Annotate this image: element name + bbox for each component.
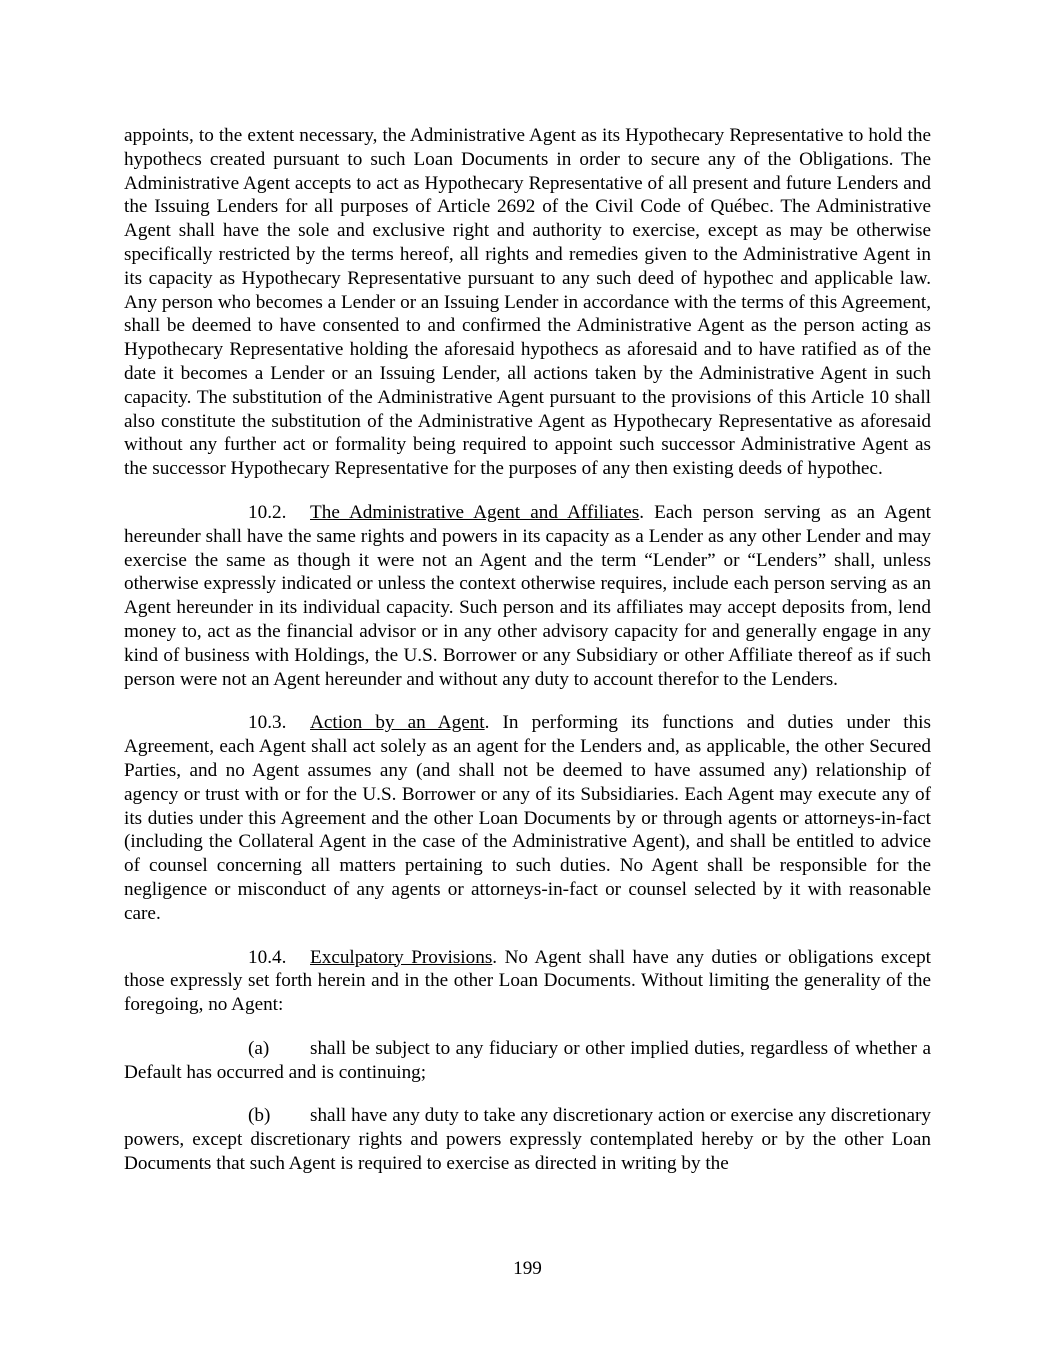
section-heading: Action by an Agent xyxy=(310,712,485,734)
section-number: 10.3. xyxy=(248,712,287,734)
clause-b xyxy=(124,1104,931,1175)
section-10-2 xyxy=(124,501,931,691)
section-number: 10.2. xyxy=(248,501,287,523)
section-10-3 xyxy=(124,711,931,925)
section-body: . No Agent shall have any duties or obligations except those expressly set forth herein and in the other Loan Documents. Without limiting the generality of the foregoing, no Agent: xyxy=(124,946,932,1016)
clause-label: (a) xyxy=(248,1037,270,1059)
document-page xyxy=(124,124,931,1196)
opening-paragraph: appoints, to the extent necessary, the Administrative Agent as its Hypothecary Representative to hold the hypothecs created pursuant to such Loan Documents in order to secure any of the Obligations. The Administrative Agent accepts to act as Hypothecary Representative of all present and future Lenders and the Issuing Lenders for all purposes of Article 2692 of the Civil Code of Québec. The Administrative Agent shall have the sole and exclusive right and authority to exercise, except as may be otherwise specifically restricted by the terms hereof, all rights and remedies given to the Administrative Agent in its capacity as Hypothecary Representative pursuant to any such deed of hypothec and applicable law. Any person who becomes a Lender or an Issuing Lender in accordance with the terms of this Agreement, shall be deemed to have consented to and confirmed the Administrative Agent as the person acting as Hypothecary Representative holding the aforesaid hypothecs as aforesaid and to have ratified as of the date it becomes a Lender or an Issuing Lender, all actions taken by the Administrative Agent in such capacity. The substitution of the Administrative Agent pursuant to the provisions of this Article 10 shall also constitute the substitution of the Administrative Agent as Hypothecary Representative as aforesaid without any further act or formality being required to appoint such successor Administrative Agent as the successor Hypothecary Representative for the purposes of any then existing deeds of hypothec. xyxy=(124,125,931,480)
clause-a xyxy=(124,1037,931,1085)
section-heading: The Administrative Agent and Affiliates xyxy=(310,501,640,523)
clause-label: (b) xyxy=(248,1105,271,1127)
page-number: 199 xyxy=(513,1258,542,1279)
clause-text: shall be subject to any fiduciary or other implied duties, regardless of whether a Default has occurred and is continuing; xyxy=(124,1037,931,1083)
section-number: 10.4. xyxy=(248,946,287,968)
section-10-4 xyxy=(124,946,931,1017)
section-body: . In performing its functions and duties under this Agreement, each Agent shall act solely as an agent for the Lenders and, as applicable, the other Secured Parties, and no Agent assumes any (and shall not be deemed to have assumed any) relationship of agency or trust with or for the U.S. Borrower or any of its Subsidiaries. Each Agent may execute any of its duties under this Agreement and the other Loan Documents by or through agents or attorneys-in-fact (including the Collateral Agent in the case of the Administrative Agent), and shall be entitled to advice of counsel concerning all matters pertaining to such duties. No Agent shall be responsible for the negligence or misconduct of any agents or attorneys-in-fact or counsel selected by it with reasonable care. xyxy=(124,712,931,924)
clause-text: shall have any duty to take any discretionary action or exercise any discretionary powers, except discretionary rights and powers expressly contemplated hereby or by the other Loan Documents that such Agent is required to exercise as directed in writing by the xyxy=(124,1105,931,1175)
section-body: . Each person serving as an Agent hereunder shall have the same rights and powers in its capacity as a Lender as any other Lender and may exercise the same as though it were not an Agent and the term “Lender” or “Lenders” shall, unless otherwise expressly indicated or unless the context otherwise requires, include each person serving as an Agent hereunder in its individual capacity. Such person and its affiliates may accept deposits from, lend money to, act as the financial advisor or in any other advisory capacity for and generally engage in any kind of business with Holdings, the U.S. Borrower or any Subsidiary or other Affiliate thereof as if such person were not an Agent hereunder and without any duty to account therefor to the Lenders. xyxy=(124,501,931,690)
section-heading: Exculpatory Provisions xyxy=(310,946,493,968)
